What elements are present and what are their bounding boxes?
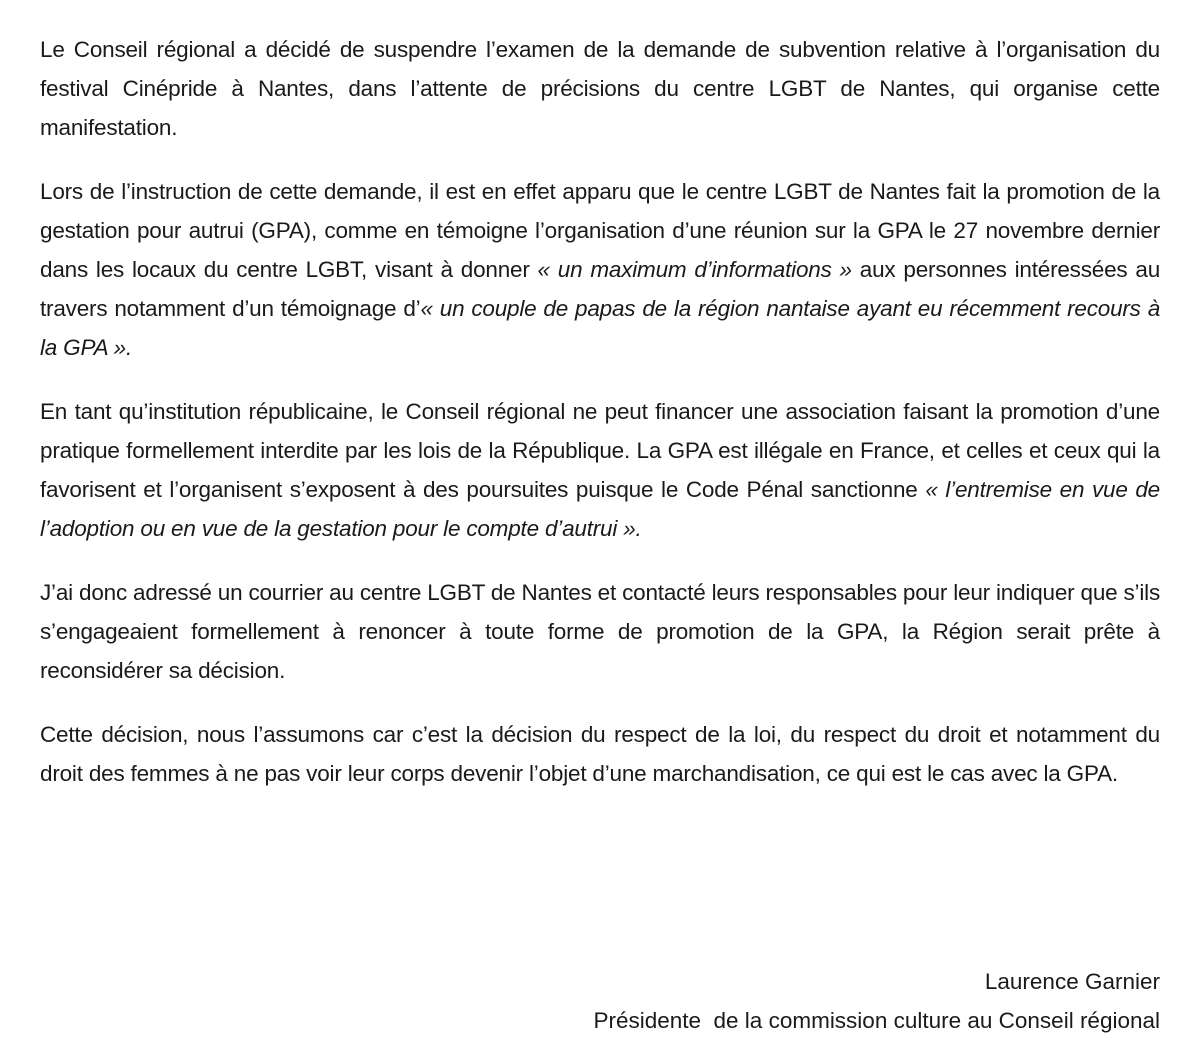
signature-block (593, 962, 1160, 1040)
paragraph-2-quote-b: « un couple de papas de la région nantaise ayant eu récemment recours à la GPA ». (40, 296, 1161, 360)
signature-name: Laurence Garnier (984, 969, 1160, 994)
paragraph-2-quote-a: « un maximum d’informations » (537, 257, 852, 282)
paragraph-4-text: J’ai donc adressé un courrier au centre LGBT de Nantes et contacté leurs responsables pour leur indiquer que s’ils s’engageaient formellement à renoncer à toute forme de promotion de la GPA, la Région serait prête à reconsidérer sa décision. (40, 580, 1160, 683)
paragraph-3 (40, 392, 1160, 548)
paragraph-2 (40, 172, 1160, 367)
letter-page (40, 30, 1161, 1033)
paragraph-5-text: Cette décision, nous l’assumons car c’est la décision du respect de la loi, du respect du droit et notamment du droit des femmes à ne pas voir leur corps devenir l’objet d’une marchandisation, ce qui est le cas avec la GPA. (40, 722, 1160, 786)
paragraph-5 (40, 715, 1160, 793)
paragraph-3-text-a: En tant qu’institution républicaine, le Conseil régional ne peut financer une association faisant la promotion d’une pratique formellement interdite par les lois de la République. La GPA est illégale en France, et celles et ceux qui la favorisent et l’organisent s’exposent à des poursuites puisque le Code Pénal sanctionne (40, 399, 1160, 502)
paragraph-3-quote-a: « l’entremise en vue de l’adoption ou en vue de la gestation pour le compte d’autrui ». (40, 477, 1160, 541)
signature-title: Présidente de la commission culture au Conseil régional (593, 1008, 1160, 1033)
paragraph-1 (40, 30, 1160, 147)
paragraph-2-text-b: aux personnes intéressées au travers notamment d’un témoignage d’ (40, 257, 1161, 321)
paragraph-1-text: Le Conseil régional a décidé de suspendre l’examen de la demande de subvention relative à l’organisation du festival Cinépride à Nantes, dans l’attente de précisions du centre LGBT de Nantes, qui organise cette manifestation. (40, 37, 1160, 140)
paragraph-2-text-a: Lors de l’instruction de cette demande, il est en effet apparu que le centre LGBT de Nantes fait la promotion de la gestation pour autrui (GPA), comme en témoigne l’organisation d’une réunion sur la GPA le 27 novembre dernier dans les locaux du centre LGBT, visant à donner (40, 179, 1160, 282)
paragraph-4 (40, 573, 1160, 690)
